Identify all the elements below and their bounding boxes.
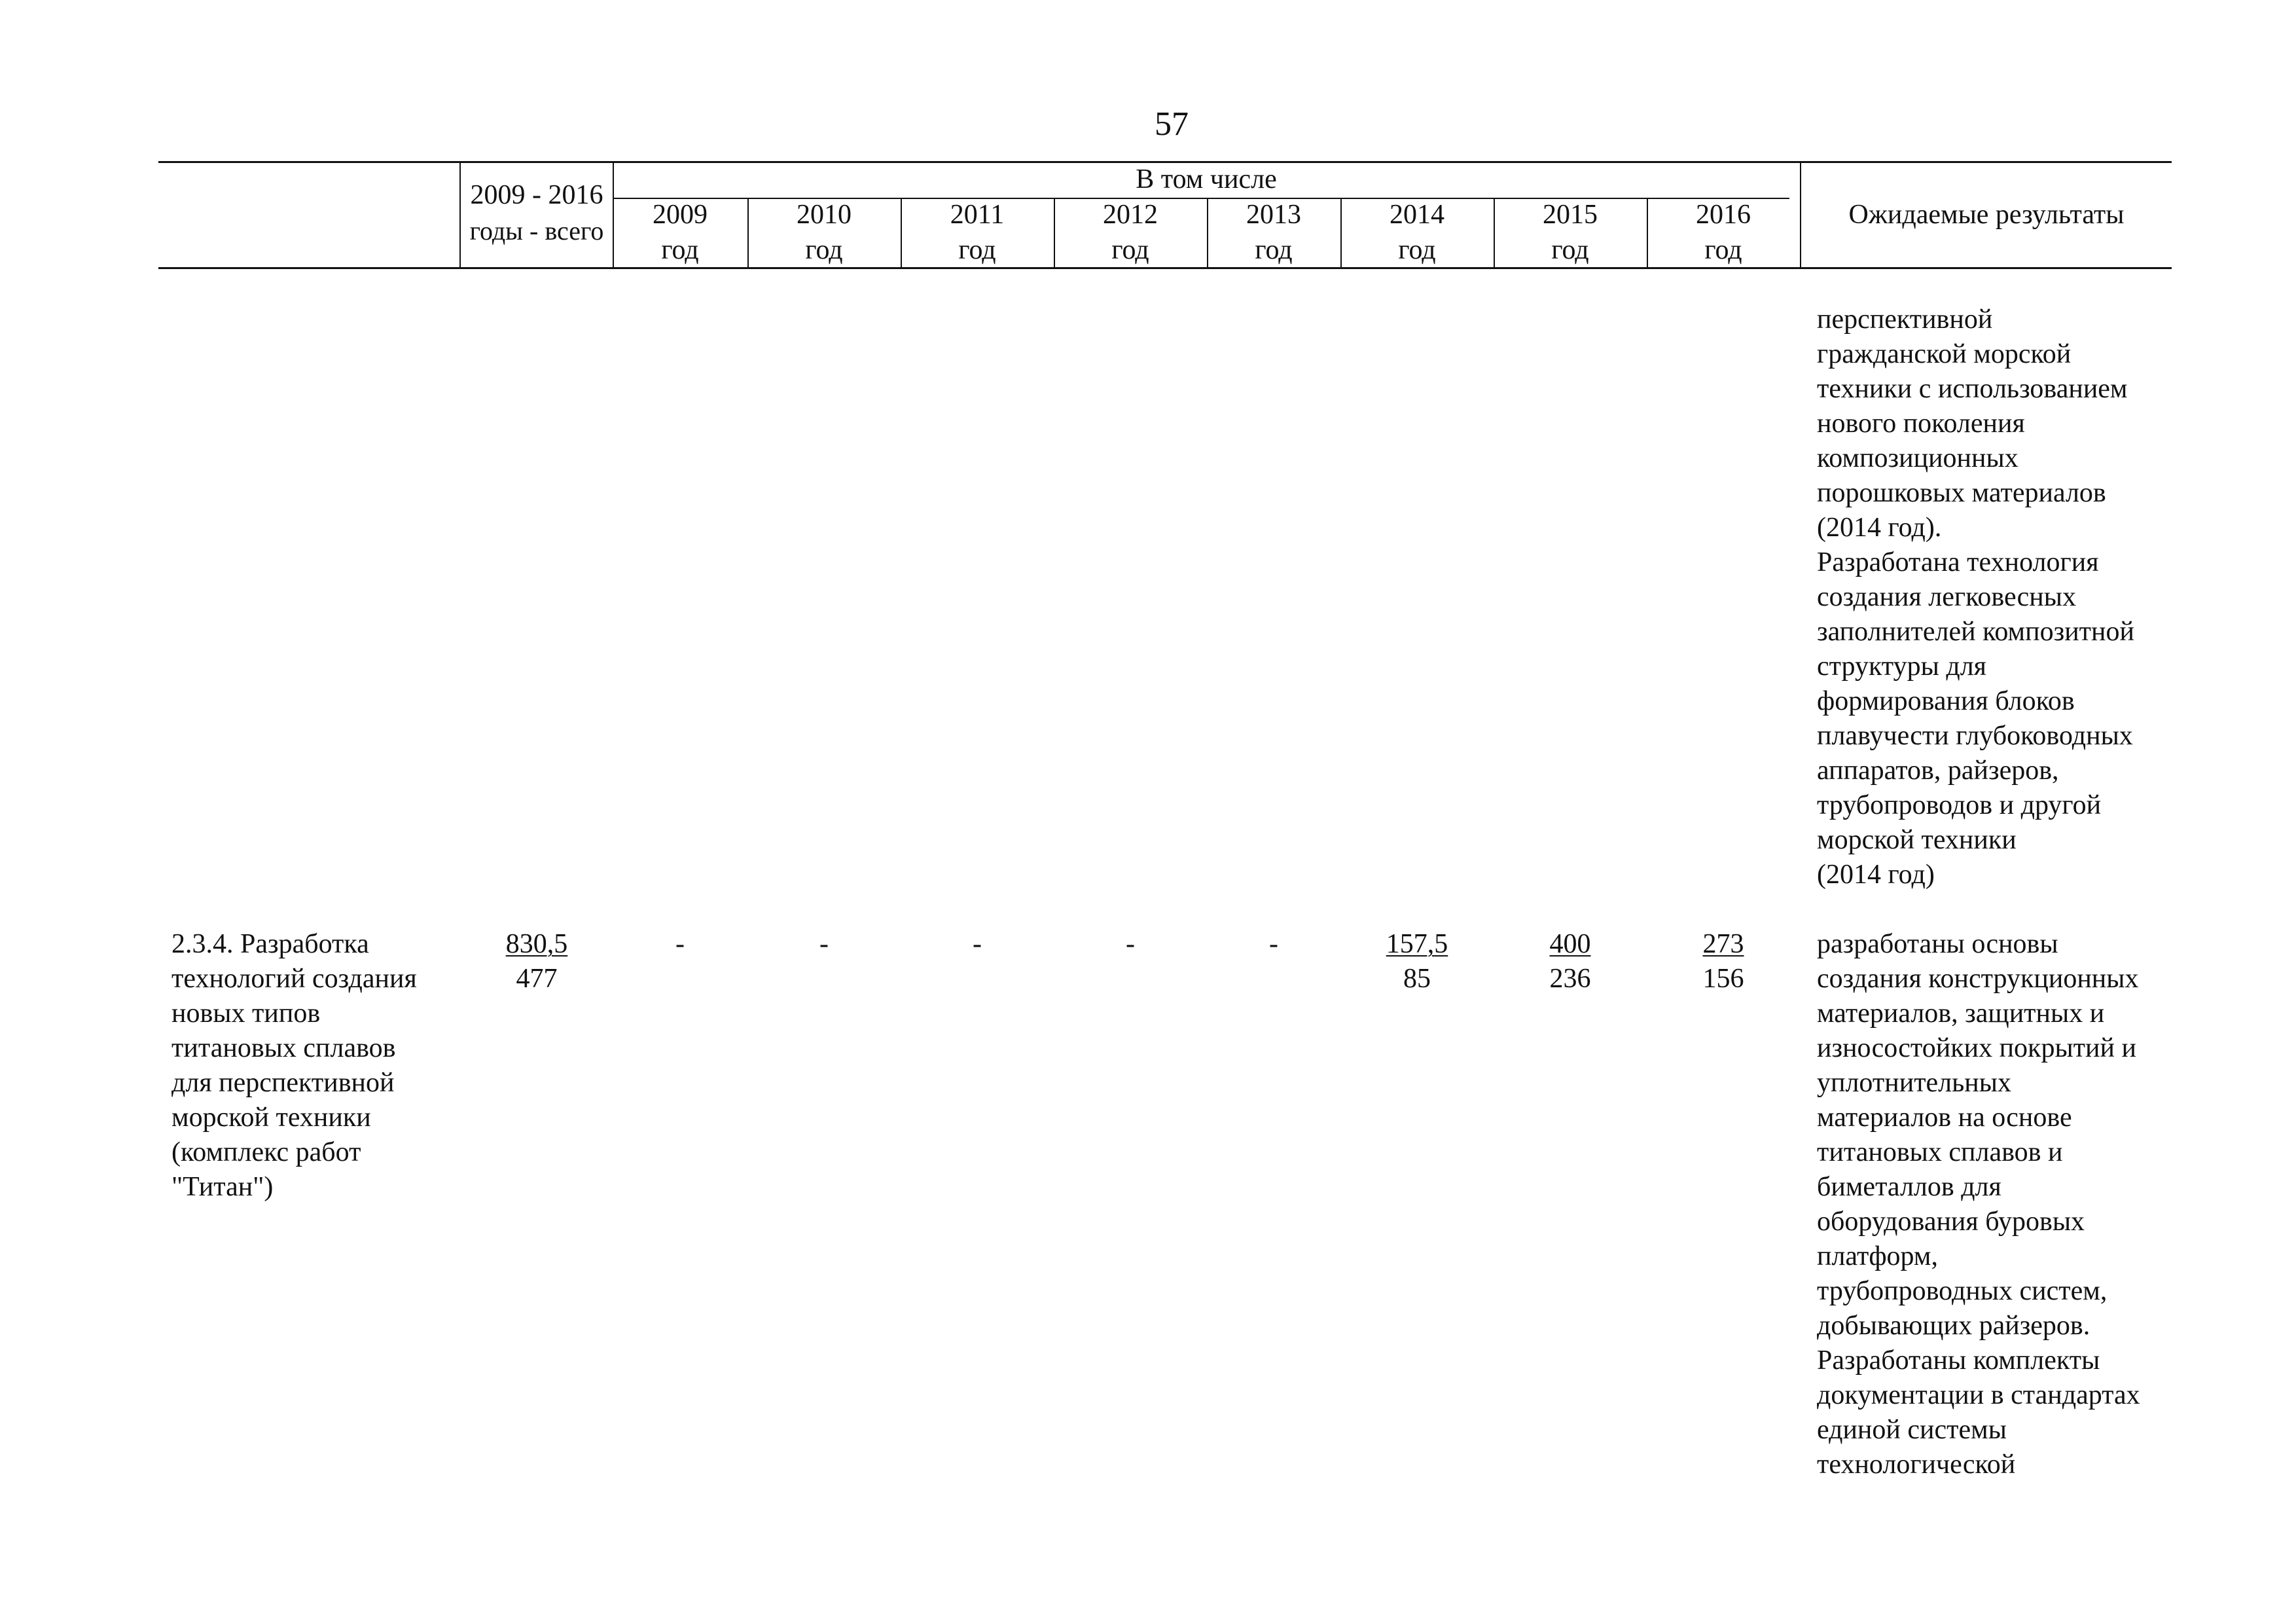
results-line: износостойких покрытий и (1817, 1033, 2136, 1063)
results-line: биметаллов для (1817, 1172, 2001, 1202)
results-line: уплотнительных (1817, 1068, 2011, 1098)
total-top: 830,5 (505, 929, 568, 959)
header-unit: год (958, 235, 996, 265)
header-year-2013: 2013 (1246, 200, 1301, 230)
value-2015-top: 400 (1549, 929, 1591, 959)
total-value-bottom: 477 (516, 964, 558, 994)
header-unit: год (1398, 235, 1436, 265)
page-number: 57 (1155, 105, 1189, 143)
results-line: оборудования буровых (1817, 1207, 2085, 1237)
value-2014-top: 157,5 (1386, 929, 1448, 959)
row-name-line: морской техники (171, 1103, 371, 1133)
results-line: платформ, (1817, 1241, 1939, 1271)
results-line: добывающих райзеров. (1817, 1311, 2090, 1341)
value-2016-top: 273 (1702, 929, 1744, 959)
results-line: Разработана технология (1817, 547, 2099, 577)
results-line: Разработаны комплекты (1817, 1345, 2100, 1376)
results-line: разработаны основы (1817, 929, 2058, 959)
row-name-line: титановых сплавов (171, 1033, 396, 1063)
continuation-results (1817, 302, 2134, 892)
results-line: композиционных (1817, 443, 2018, 473)
row-name-line: технологий создания (171, 964, 417, 994)
dash-2009: - (675, 929, 685, 959)
dash-2012: - (1126, 929, 1135, 959)
header-year-2016: 2016 (1696, 200, 1751, 230)
results-line: заполнителей композитной (1817, 617, 2134, 647)
header-year-2011: 2011 (950, 200, 1005, 230)
total-value (461, 927, 613, 962)
value-2016 (1647, 927, 1800, 962)
value-2016-bottom: 156 (1702, 964, 1744, 994)
value-2015 (1494, 927, 1647, 962)
results-line: структуры для (1817, 651, 1986, 682)
results-line: единой системы (1817, 1415, 2007, 1445)
value-2015-bottom: 236 (1549, 964, 1591, 994)
results-line: титановых сплавов и (1817, 1137, 2063, 1167)
results-line: (2014 год). (1817, 513, 1942, 543)
results-line: гражданской морской (1817, 339, 2072, 369)
value-2014 (1340, 927, 1494, 962)
results-line: технологической (1817, 1450, 2016, 1480)
row-name-line: (комплекс работ (171, 1137, 361, 1167)
results-line: трубопроводов и другой (1817, 790, 2102, 820)
row-name (171, 927, 417, 1205)
row-name-line: "Титан") (171, 1172, 274, 1202)
header-in-total: В том числе (1136, 164, 1277, 194)
header-results: Ожидаемые результаты (1848, 200, 2125, 230)
results-line: (2014 год) (1817, 860, 1935, 890)
results-line: создания легковесных (1817, 582, 2076, 612)
results-line: плавучести глубоководных (1817, 721, 2133, 751)
header-year-2015: 2015 (1543, 200, 1598, 230)
results-line: нового поколения (1817, 409, 2025, 439)
results-line: перспективной (1817, 304, 1993, 335)
header-unit: год (1111, 235, 1149, 265)
results-line: техники с использованием (1817, 374, 2128, 404)
header-unit: год (1551, 235, 1589, 265)
dash-2010: - (819, 929, 829, 959)
header-year-2009: 2009 (653, 200, 708, 230)
header-unit: год (661, 235, 699, 265)
value-2014-bottom: 85 (1403, 964, 1431, 994)
header-unit: год (805, 235, 843, 265)
results-line: материалов на основе (1817, 1103, 2072, 1133)
results-line: порошковых материалов (1817, 478, 2106, 508)
header-unit: год (1255, 235, 1293, 265)
row-name-line: новых типов (171, 998, 321, 1029)
header-total-line2: годы - всего (469, 216, 604, 246)
results-line: материалов, защитных и (1817, 998, 2105, 1029)
results-line: аппаратов, райзеров, (1817, 756, 2059, 786)
results-line: документации в стандартах (1817, 1380, 2140, 1410)
dash-2013: - (1269, 929, 1278, 959)
row-name-line: для перспективной (171, 1068, 395, 1098)
results-line: трубопроводных систем, (1817, 1276, 2108, 1306)
results-line: формирования блоков (1817, 686, 2075, 716)
row-results (1817, 927, 2140, 1482)
results-line: создания конструкционных (1817, 964, 2139, 994)
header-total-line1: 2009 - 2016 (470, 180, 603, 210)
header-unit: год (1704, 235, 1742, 265)
row-name-line: 2.3.4. Разработка (171, 929, 369, 959)
results-line: морской техники (1817, 825, 2017, 855)
header-year-2012: 2012 (1103, 200, 1158, 230)
header-year-2014: 2014 (1390, 200, 1444, 230)
header-year-2010: 2010 (797, 200, 852, 230)
dash-2011: - (973, 929, 982, 959)
